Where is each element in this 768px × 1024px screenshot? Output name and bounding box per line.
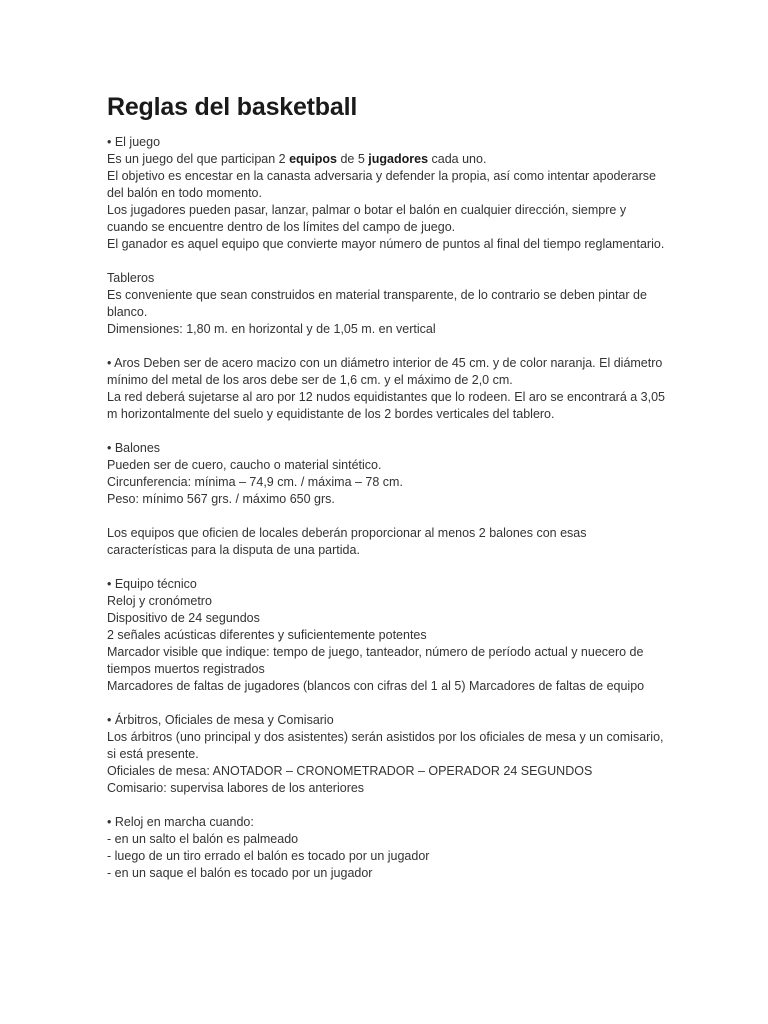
paragraph-equipo-senales: 2 señales acústicas diferentes y suficientemente potentes <box>107 628 427 642</box>
paragraph-arbitros-asistidos: Los árbitros (uno principal y dos asistentes) serán asistidos por los oficiales de mesa y un comisario, si está presente. <box>107 730 664 761</box>
paragraph-tableros-dimensions: Dimensiones: 1,80 m. en horizontal y de 1,05 m. en vertical <box>107 322 436 336</box>
list-item: - en un salto el balón es palmeado <box>107 832 299 846</box>
paragraph-aros-material: • Aros Deben ser de acero macizo con un diámetro interior de 45 cm. y de color naranja. El diámetro mínimo del metal de los aros debe ser de 1,6 cm. y el máximo de 2,0 cm. <box>107 356 663 387</box>
paragraph-balones-material: Pueden ser de cuero, caucho o material sintético. <box>107 458 382 472</box>
bold-term-equipos: equipos <box>289 152 337 166</box>
spacer <box>107 508 667 525</box>
bold-term-jugadores: jugadores <box>368 152 429 166</box>
document-title: Reglas del basketball <box>107 93 358 121</box>
text-run: Es un juego del que participan 2 <box>107 152 290 166</box>
spacer <box>107 559 667 576</box>
section-heading-tableros: Tableros <box>107 271 155 285</box>
paragraph-equipo-faltas: Marcadores de faltas de jugadores (blancos con cifras del 1 al 5) Marcadores de faltas de equipo <box>107 679 645 693</box>
paragraph-balones-weight: Peso: mínimo 567 grs. / máximo 650 grs. <box>107 492 335 506</box>
paragraph-equipo-marcador: Marcador visible que indique: tempo de juego, tanteador, número de período actual y nuecero de tiempos muertos registrados <box>107 645 644 676</box>
section-heading-reloj: • Reloj en marcha cuando: <box>107 815 254 829</box>
spacer <box>107 695 667 712</box>
document-page <box>107 92 667 882</box>
paragraph-equipo-dispositivo: Dispositivo de 24 segundos <box>107 611 260 625</box>
paragraph-arbitros-oficiales: Oficiales de mesa: ANOTADOR – CRONOMETRADOR – OPERADOR 24 SEGUNDOS <box>107 764 593 778</box>
paragraph-equipo-reloj: Reloj y cronómetro <box>107 594 212 608</box>
text-run: cada uno. <box>428 152 487 166</box>
spacer <box>107 253 667 270</box>
list-item: - luego de un tiro errado el balón es tocado por un jugador <box>107 849 430 863</box>
paragraph-balones-locales: Los equipos que oficien de locales deberán proporcionar al menos 2 balones con esas características para la disputa de una partida. <box>107 526 587 557</box>
paragraph-juego-winner: El ganador es aquel equipo que convierte mayor número de puntos al final del tiempo reglamentario. <box>107 237 665 251</box>
paragraph-tableros-material: Es conveniente que sean construidos en material transparente, de lo contrario se deben pintar de blanco. <box>107 288 647 319</box>
spacer <box>107 797 667 814</box>
spacer <box>107 338 667 355</box>
section-heading-juego: • El juego <box>107 135 161 149</box>
list-item: - en un saque el balón es tocado por un jugador <box>107 866 373 880</box>
paragraph-juego-players: Los jugadores pueden pasar, lanzar, palmar o botar el balón en cualquier dirección, siempre y cuando se encuentre dentro de los límites del campo de juego. <box>107 203 627 234</box>
paragraph-aros-red: La red deberá sujetarse al aro por 12 nudos equidistantes que lo rodeen. El aro se encontrará a 3,05 m horizontalmente del suelo y equidistante de los 2 bordes verticales del tablero. <box>107 390 666 421</box>
paragraph-balones-circumference: Circunferencia: mínima – 74,9 cm. / máxima – 78 cm. <box>107 475 403 489</box>
text-run: de 5 <box>337 152 369 166</box>
paragraph-juego-participants <box>107 151 667 168</box>
section-heading-arbitros: • Árbitros, Oficiales de mesa y Comisario <box>107 713 334 727</box>
paragraph-arbitros-comisario: Comisario: supervisa labores de los anteriores <box>107 781 365 795</box>
paragraph-juego-objective: El objetivo es encestar en la canasta adversaria y defender la propia, así como intentar apoderarse del balón en todo momento. <box>107 169 656 200</box>
spacer <box>107 423 667 440</box>
section-heading-equipo: • Equipo técnico <box>107 577 197 591</box>
section-heading-balones: • Balones <box>107 441 161 455</box>
